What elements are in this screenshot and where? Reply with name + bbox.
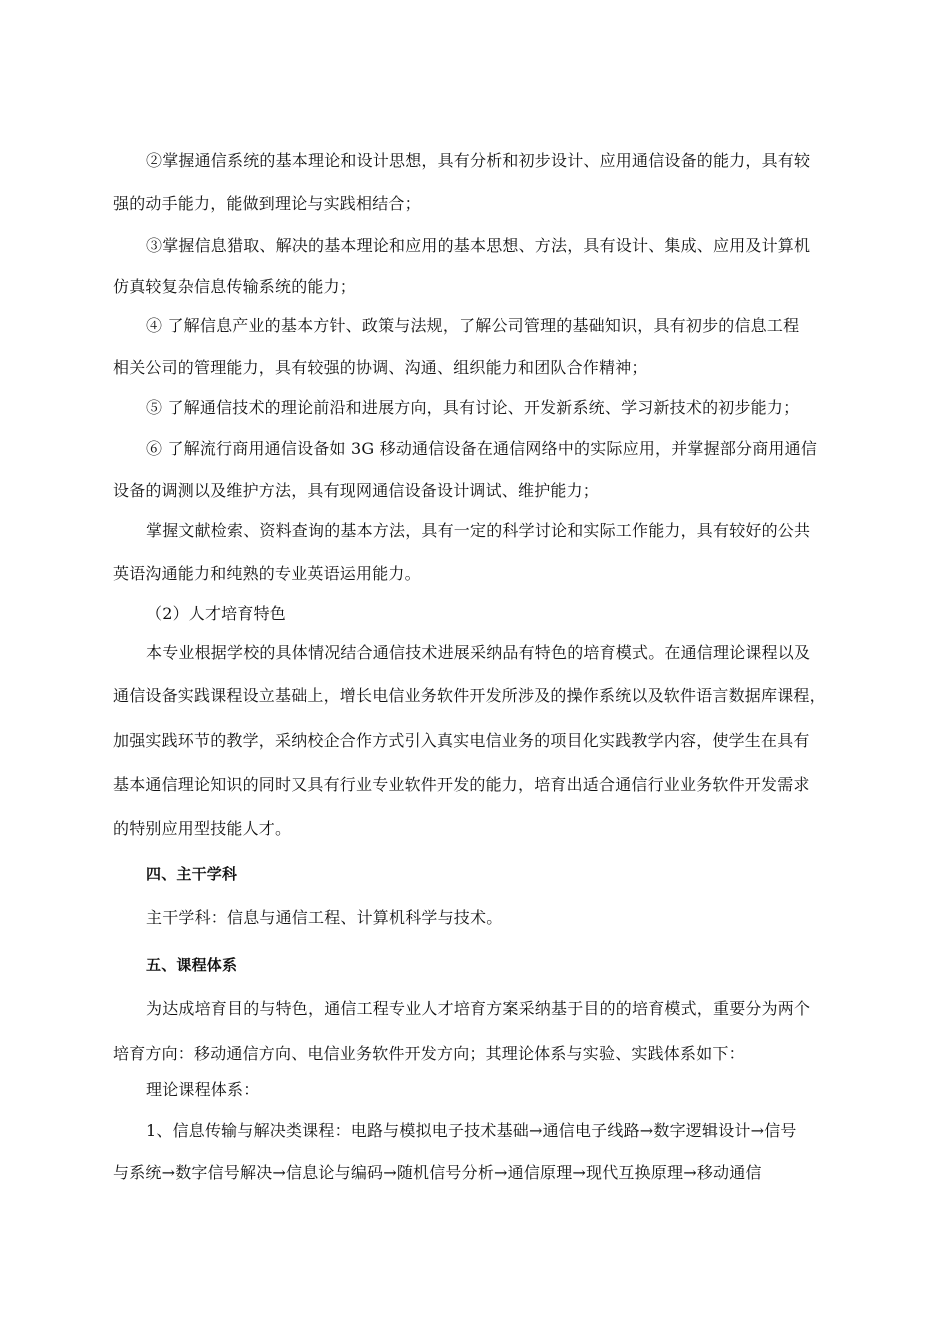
paragraph-line: 的特别应用型技能人才。 [113,819,292,838]
paragraph-line: 1、信息传输与解决类课程：电路与模拟电子技术基础→通信电子线路→数字逻辑设计→信号 [146,1121,797,1140]
paragraph-line: 加强实践环节的教学，采纳校企合作方式引入真实电信业务的项目化实践教学内容，使学生在具有 [113,731,810,750]
paragraph-line: 英语沟通能力和纯熟的专业英语运用能力。 [113,564,421,583]
section-heading: 五、课程体系 [146,956,238,974]
section-subheading: （2）人才培育特色 [146,604,286,623]
paragraph-line: 通信设备实践课程设立基础上，增长电信业务软件开发所涉及的操作系统以及软件语言数据库课程， [113,686,826,705]
paragraph-line: 设备的调测以及维护方法，具有现网通信设备设计调试、维护能力； [113,481,600,500]
paragraph-line: ⑤ 了解通信技术的理论前沿和进展方向，具有讨论、开发新系统、学习新技术的初步能力； [146,398,800,417]
paragraph-line: 与系统→数字信号解决→信息论与编码→随机信号分析→通信原理→现代互换原理→移动通信 [113,1163,762,1182]
paragraph-line: 培育方向：移动通信方向、电信业务软件开发方向；其理论体系与实验、实践体系如下： [113,1044,745,1063]
paragraph-line: 本专业根据学校的具体情况结合通信技术进展采纳品有特色的培育模式。在通信理论课程以及 [146,643,811,662]
paragraph-line: ⑥ 了解流行商用通信设备如 3G 移动通信设备在通信网络中的实际应用，并掌握部分商用通信 [146,439,818,458]
paragraph-line: 掌握文献检索、资料查询的基本方法，具有一定的科学讨论和实际工作能力，具有较好的公共 [146,521,811,540]
paragraph-line: ③掌握信息猎取、解决的基本理论和应用的基本思想、方法，具有设计、集成、应用及计算机 [146,236,811,255]
paragraph-line: 理论课程体系： [146,1080,260,1099]
paragraph-line: 仿真较复杂信息传输系统的能力； [113,277,357,296]
paragraph-line: 强的动手能力，能做到理论与实践相结合； [113,194,421,213]
paragraph-line: ②掌握通信系统的基本理论和设计思想，具有分析和初步设计、应用通信设备的能力，具有较 [146,151,811,170]
paragraph-line: 相关公司的管理能力，具有较强的协调、沟通、组织能力和团队合作精神； [113,358,648,377]
paragraph-line: ④ 了解信息产业的基本方针、政策与法规，了解公司管理的基础知识，具有初步的信息工程 [146,316,800,335]
paragraph-line: 主干学科：信息与通信工程、计算机科学与技术。 [146,908,503,927]
paragraph-line: 为达成培育目的与特色，通信工程专业人才培育方案采纳基于目的的培育模式，重要分为两个 [146,999,811,1018]
paragraph-line: 基本通信理论知识的同时又具有行业专业软件开发的能力，培育出适合通信行业业务软件开发需求 [113,775,810,794]
section-heading: 四、主干学科 [146,865,238,883]
